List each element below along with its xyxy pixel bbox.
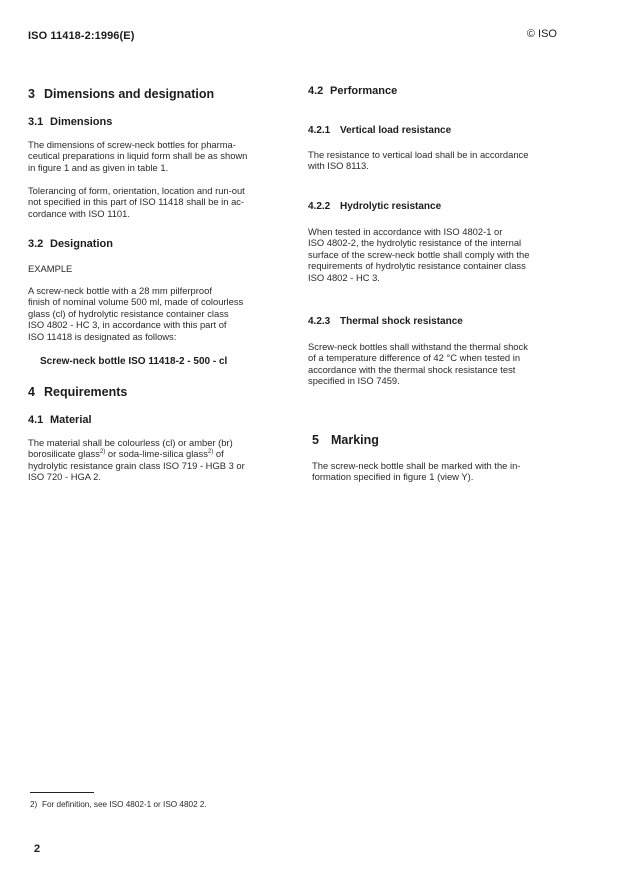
paragraph-thermal-shock (308, 341, 560, 387)
heading-section-5 (312, 433, 564, 447)
heading-section-4 (28, 385, 280, 399)
section-number: 4.2.1 (308, 125, 331, 136)
paragraph-hydrolytic (308, 226, 560, 283)
designation-example: Screw-neck bottle ISO 11418-2 - 500 - cl (40, 356, 228, 367)
footnote-number: 2) (30, 800, 38, 809)
text-line (28, 448, 280, 459)
heading-section-3 (28, 87, 280, 101)
section-number: 4 (28, 385, 35, 399)
section-title: Material (50, 414, 92, 426)
text-line: cordance with ISO 1101. (28, 207, 130, 219)
text-line: finish of nominal volume 500 ml, made of colourless (28, 296, 244, 308)
section-title: Thermal shock resistance (340, 316, 463, 327)
heading-section-4-2 (308, 85, 560, 97)
text-line: The resistance to vertical load shall be in accordance (308, 149, 529, 160)
text-line: Screw-neck bottles shall withstand the thermal shock (308, 341, 528, 352)
example-label: EXAMPLE (28, 263, 73, 274)
section-title: Marking (331, 433, 379, 447)
section-title: Performance (330, 85, 398, 97)
text-line: The material shall be colourless (cl) or amber (br) (28, 437, 233, 448)
text-span: of (213, 448, 224, 460)
section-number: 3.1 (28, 116, 44, 128)
text-line: requirements of hydrolytic resistance container class (308, 260, 526, 272)
paragraph-marking (312, 460, 560, 483)
text-line: surface of the screw-neck bottle shall comply with the (308, 248, 530, 260)
text-line: hydrolytic resistance grain class ISO 719 - HGB 3 or (28, 459, 245, 471)
copyright-mark: © ISO (526, 28, 557, 40)
paragraph-example (28, 285, 280, 342)
text-line: in figure 1 and as given in table 1. (28, 161, 169, 173)
heading-section-4-2-2 (308, 201, 560, 212)
document-id: ISO 11418-2:1996(E) (28, 30, 135, 42)
section-number: 3 (28, 87, 35, 101)
text-line: ceutical preparations in liquid form shall be as shown (28, 150, 248, 162)
footnote (30, 800, 207, 809)
text-line: specified in ISO 7459. (308, 375, 400, 387)
text-line: formation specified in figure 1 (view Y). (312, 471, 474, 483)
text-line: When tested in accordance with ISO 4802-1 or (308, 226, 503, 237)
section-number: 4.2 (308, 85, 324, 97)
text-line: The dimensions of screw-neck bottles for pharma- (28, 139, 236, 150)
text-line: The screw-neck bottle shall be marked with the in- (312, 460, 521, 471)
text-line: ISO 720 - HGA 2. (28, 471, 101, 483)
section-number: 4.2.2 (308, 201, 331, 212)
section-number: 4.1 (28, 414, 44, 426)
paragraph-material (28, 437, 280, 483)
text-line: ISO 4802 - HC 3. (308, 271, 380, 283)
text-line: glass (cl) of hydrolytic resistance container class (28, 307, 229, 319)
footnote-ref: 2) (207, 449, 214, 456)
text-line: Tolerancing of form, orientation, location and run-out (28, 185, 245, 196)
paragraph-dimensions (28, 139, 280, 173)
heading-section-3-2 (28, 238, 280, 250)
section-title: Hydrolytic resistance (340, 201, 442, 212)
page-number: 2 (34, 843, 41, 855)
text-line: ISO 11418 is designated as follows: (28, 330, 177, 342)
section-title: Requirements (44, 385, 128, 399)
text-line: A screw-neck bottle with a 28 mm pilferproof (28, 285, 212, 296)
text-line: with ISO 8113. (308, 160, 369, 172)
section-title: Dimensions (50, 116, 113, 128)
text-line: not specified in this part of ISO 11418 shall be in ac- (28, 196, 245, 208)
section-title: Dimensions and designation (44, 87, 215, 101)
section-number: 3.2 (28, 238, 44, 250)
section-title: Designation (50, 238, 113, 250)
text-line: ISO 4802 - HC 3, in accordance with this part of (28, 319, 227, 331)
text-line: ISO 4802-2, the hydrolytic resistance of the internal (308, 237, 522, 249)
paragraph-vertical-load (308, 149, 560, 172)
section-number: 4.2.3 (308, 316, 331, 327)
heading-section-4-2-3 (308, 316, 560, 327)
footnote-separator (30, 792, 94, 793)
footnote-ref: 2) (99, 449, 106, 456)
heading-section-4-1 (28, 414, 280, 426)
heading-section-3-1 (28, 116, 280, 128)
section-title: Vertical load resistance (340, 125, 452, 136)
text-line: accordance with the thermal shock resistance test (308, 363, 516, 375)
section-number: 5 (312, 433, 319, 447)
footnote-text: For definition, see ISO 4802-1 or ISO 4802 2. (42, 800, 207, 809)
heading-section-4-2-1 (308, 125, 560, 136)
text-span: borosilicate glass (28, 448, 100, 460)
paragraph-tolerancing (28, 185, 280, 219)
text-line: of a temperature difference of 42 °C when tested in (308, 352, 521, 364)
text-span: or soda-lime-silica glass (105, 448, 208, 460)
